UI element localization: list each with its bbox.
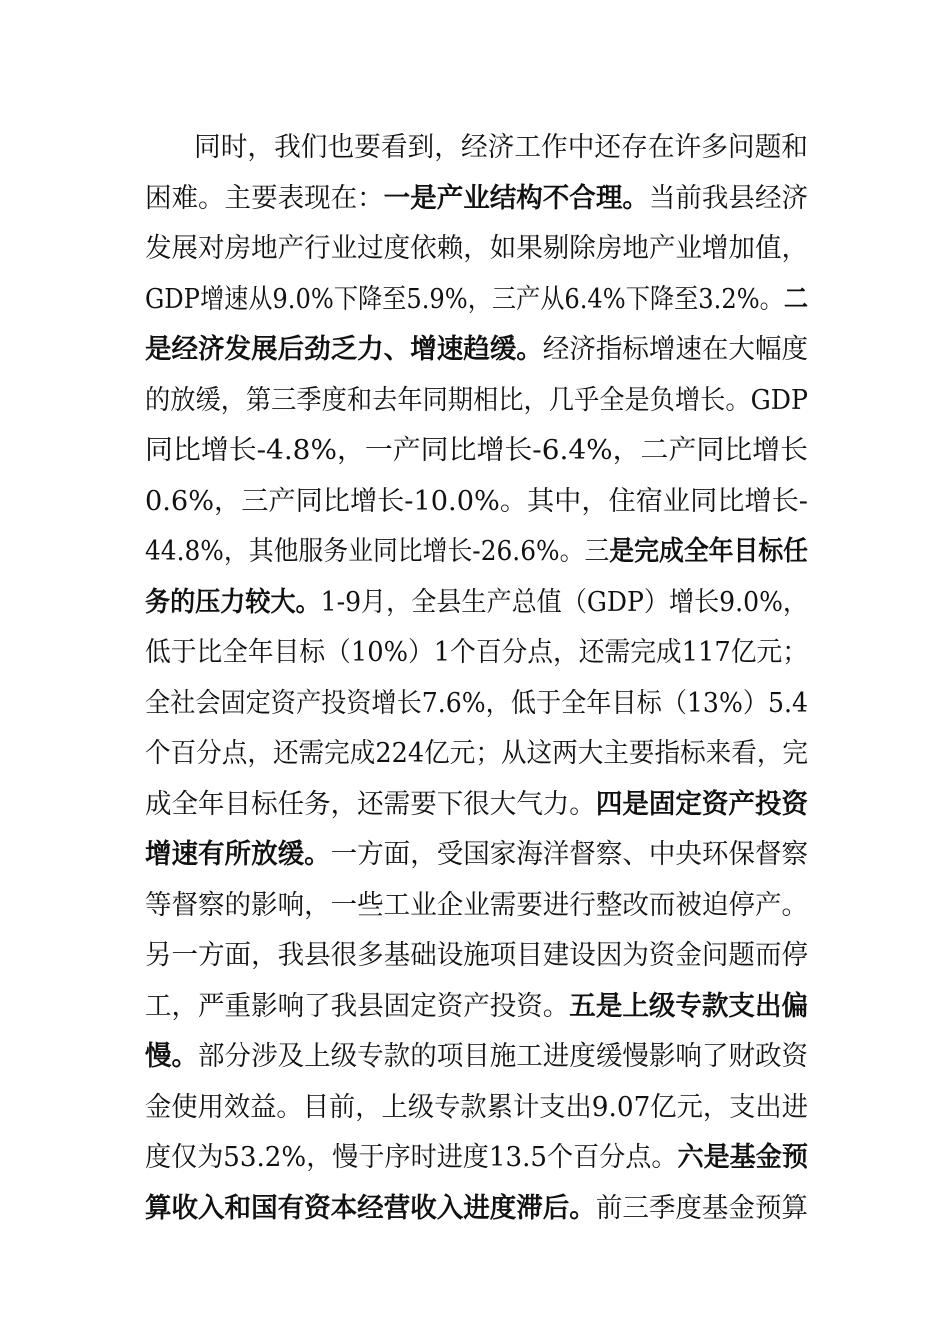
bold-heading-text: 二 — [783, 283, 808, 315]
text-line — [145, 936, 828, 976]
bold-heading-text: 是完成全年目标任 — [609, 536, 809, 567]
bold-heading-text: 务的压力较大。 — [145, 586, 321, 618]
body-text: 部分涉及上级专款的项目施工进度缓慢影响了财政资 — [198, 1041, 808, 1072]
bold-heading-text: 慢。 — [145, 1041, 199, 1072]
text-line — [145, 229, 828, 269]
text-line — [145, 482, 828, 522]
text-line-content — [194, 128, 808, 168]
text-line — [145, 431, 828, 471]
body-text: 同比增长-4.8%，一产同比增长-6.4%，二产同比增长 — [145, 435, 808, 466]
text-line-content — [145, 1037, 808, 1077]
text-line-content — [145, 633, 808, 673]
text-line — [145, 381, 828, 421]
bold-heading-text: 五是上级专款支出偏 — [569, 990, 808, 1022]
text-line — [194, 128, 828, 168]
text-line-content — [145, 532, 808, 572]
body-text: 1-9月，全县生产总值（GDP）增长9.0%， — [320, 586, 809, 618]
body-text: GDP增速从9.0%下降至5.9%，三产从6.4%下降至3.2%。 — [145, 283, 784, 315]
text-line — [145, 280, 828, 320]
text-line-content — [145, 1189, 808, 1229]
body-text: 前三季度基金预算 — [595, 1192, 808, 1224]
bold-heading-text: 四是固定资产投资 — [595, 788, 808, 820]
body-text: 发展对房地产行业过度依赖，如果剔除房地产业增加值， — [145, 233, 808, 264]
text-line-content — [145, 684, 808, 724]
bold-heading-text: 是经济发展后劲乏力、增速趋缓。 — [145, 334, 543, 365]
text-line — [145, 1088, 828, 1128]
body-text: 0.6%，三产同比增长-10.0%。其中，住宿业同比增长- — [145, 485, 808, 517]
body-text: 困难。主要表现在： — [145, 182, 384, 214]
text-line-content — [145, 583, 808, 623]
body-text: 同时，我们也要看到，经济工作中还存在许多问题和 — [194, 132, 808, 163]
body-text: 工，严重影响了我县固定资产投资。 — [145, 990, 570, 1022]
text-line-content — [145, 1138, 808, 1178]
body-text: 个百分点，还需完成224亿元；从这两大主要指标来看，完 — [145, 738, 809, 769]
text-line-content — [145, 1088, 808, 1128]
text-line — [145, 179, 828, 219]
text-line-content — [145, 886, 808, 926]
text-line-content — [145, 734, 808, 774]
text-line-content — [145, 785, 808, 825]
bold-heading-text: 增速有所放缓。 — [145, 839, 331, 870]
text-line-content — [145, 987, 808, 1027]
text-line — [145, 1189, 828, 1229]
body-text: 成全年目标任务，还需要下很大气力。 — [145, 788, 596, 820]
text-line — [145, 785, 828, 825]
text-line — [145, 1037, 828, 1077]
text-line — [145, 987, 828, 1027]
body-text: 金使用效益。目前，上级专款累计支出9.07亿元，支出进 — [145, 1091, 809, 1123]
bold-heading-text: 一是产业结构不合理。 — [383, 182, 649, 214]
body-text: 全社会固定资产投资增长7.6%，低于全年目标（13%）5.4 — [145, 687, 809, 719]
bold-heading-text: 算收入和国有资本经营收入进度滞后。 — [145, 1192, 596, 1224]
text-line-content — [145, 835, 808, 875]
text-line — [145, 532, 828, 572]
body-text: 等督察的影响，一些工业企业需要进行整改而被迫停产。 — [145, 889, 808, 921]
body-text: 经济指标增速在大幅度 — [542, 334, 808, 365]
text-line — [145, 886, 828, 926]
text-line — [145, 684, 828, 724]
body-text: 另一方面，我县很多基础设施项目建设因为资金问题而停 — [145, 940, 808, 971]
body-text: 一方面，受国家海洋督察、中央环保督察 — [330, 839, 808, 870]
text-line-content — [145, 381, 808, 421]
text-line-content — [145, 330, 808, 370]
body-text: 当前我县经济 — [648, 182, 808, 214]
body-text: 44.8%，其他服务业同比增长-26.6%。三 — [145, 536, 610, 567]
text-line-content — [145, 936, 808, 976]
text-line — [145, 835, 828, 875]
body-text: 度仅为53.2%，慢于序时进度13.5个百分点。 — [145, 1142, 678, 1173]
body-text: 低于比全年目标（10%）1个百分点，还需完成117亿元； — [145, 637, 808, 668]
body-text: 的放缓，第三季度和去年同期相比，几乎全是负增长。GDP — [145, 384, 808, 416]
text-line-content — [145, 482, 808, 522]
text-line — [145, 633, 828, 673]
text-line — [145, 330, 828, 370]
text-line — [145, 583, 828, 623]
text-line-content — [145, 431, 808, 471]
text-line-content — [145, 280, 808, 320]
text-line — [145, 734, 828, 774]
text-line-content — [145, 179, 808, 219]
bold-heading-text: 六是基金预 — [677, 1142, 808, 1173]
text-line-content — [145, 229, 808, 269]
text-line — [145, 1138, 828, 1178]
